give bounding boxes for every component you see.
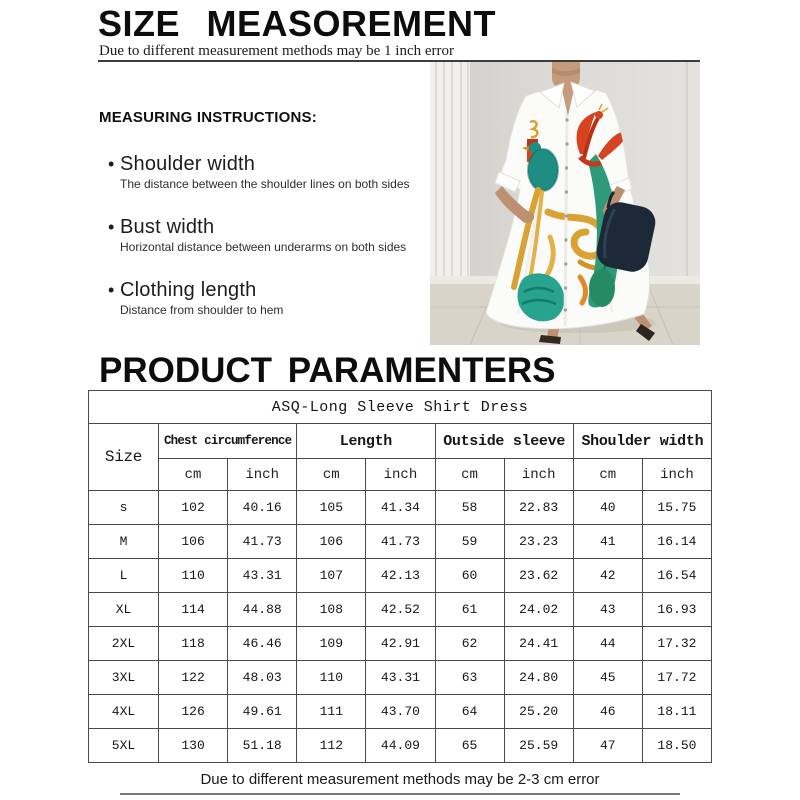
value-cell: 110 — [159, 559, 228, 593]
value-cell: 40.16 — [228, 491, 297, 525]
model-photo-illustration — [430, 62, 700, 345]
value-cell: 108 — [297, 593, 366, 627]
size-cell: 5XL — [89, 729, 159, 763]
value-cell: 41.34 — [366, 491, 435, 525]
value-cell: 62 — [435, 627, 504, 661]
value-cell: 25.20 — [504, 695, 573, 729]
value-cell: 23.62 — [504, 559, 573, 593]
size-cell: 3XL — [89, 661, 159, 695]
value-cell: 40 — [573, 491, 642, 525]
size-table — [88, 423, 712, 763]
size-cell: 4XL — [89, 695, 159, 729]
value-cell: 102 — [159, 491, 228, 525]
instruction-term — [108, 279, 434, 301]
size-cell: XL — [89, 593, 159, 627]
value-cell: 15.75 — [642, 491, 711, 525]
length-header: Length — [297, 424, 435, 459]
product-parameters-heading: PRODUCT PARAMENTERS — [99, 351, 556, 390]
value-cell: 43.31 — [366, 661, 435, 695]
product-photo — [430, 62, 700, 345]
value-cell: 25.59 — [504, 729, 573, 763]
value-cell: 46.46 — [228, 627, 297, 661]
value-cell: 51.18 — [228, 729, 297, 763]
value-cell: 118 — [159, 627, 228, 661]
button-placket — [565, 110, 567, 326]
table-row — [89, 491, 712, 525]
size-cell: M — [89, 525, 159, 559]
value-cell: 60 — [435, 559, 504, 593]
instruction-item-length — [99, 279, 434, 318]
unit-header-cm: cm — [297, 459, 366, 491]
value-cell: 110 — [297, 661, 366, 695]
value-cell: 45 — [573, 661, 642, 695]
value-cell: 41.73 — [228, 525, 297, 559]
value-cell: 24.80 — [504, 661, 573, 695]
instructions-heading: MEASURING INSTRUCTIONS: — [99, 109, 317, 126]
table-row — [89, 559, 712, 593]
value-cell: 22.83 — [504, 491, 573, 525]
unit-header-cm: cm — [573, 459, 642, 491]
unit-header-inch: inch — [504, 459, 573, 491]
value-cell: 43.70 — [366, 695, 435, 729]
value-cell: 43 — [573, 593, 642, 627]
unit-header-cm: cm — [435, 459, 504, 491]
value-cell: 16.54 — [642, 559, 711, 593]
shoulder-width-header: Shoulder width — [573, 424, 711, 459]
tolerance-note-cm: Due to different measurement methods may be 2-3 cm error — [200, 771, 600, 788]
page-title: SIZE MEASOREMENT — [98, 3, 497, 44]
value-cell: 42 — [573, 559, 642, 593]
curtain — [430, 62, 470, 276]
instruction-item-shoulder — [99, 153, 434, 192]
size-table-body — [89, 491, 712, 763]
instruction-term-label: Shoulder width — [120, 153, 256, 175]
table-row — [89, 525, 712, 559]
instruction-desc: Horizontal distance between underarms on both sides — [120, 240, 407, 254]
value-cell: 17.32 — [642, 627, 711, 661]
instruction-term — [108, 153, 434, 175]
value-cell: 130 — [159, 729, 228, 763]
value-cell: 106 — [297, 525, 366, 559]
table-units-row — [89, 459, 712, 491]
bullet-icon: • — [108, 280, 115, 300]
bullet-icon: • — [108, 154, 115, 174]
table-row — [89, 627, 712, 661]
value-cell: 49.61 — [228, 695, 297, 729]
instruction-desc: Distance from shoulder to hem — [120, 303, 284, 317]
value-cell: 41 — [573, 525, 642, 559]
value-cell: 107 — [297, 559, 366, 593]
table-row — [89, 661, 712, 695]
value-cell: 58 — [435, 491, 504, 525]
table-title: ASQ-Long Sleeve Shirt Dress — [88, 390, 712, 423]
value-cell: 112 — [297, 729, 366, 763]
table-row — [89, 695, 712, 729]
unit-header-cm: cm — [159, 459, 228, 491]
value-cell: 114 — [159, 593, 228, 627]
value-cell: 44 — [573, 627, 642, 661]
size-cell: 2XL — [89, 627, 159, 661]
value-cell: 63 — [435, 661, 504, 695]
bottom-divider-line — [120, 793, 680, 795]
value-cell: 18.50 — [642, 729, 711, 763]
instruction-term — [108, 216, 434, 238]
left-hand — [520, 211, 534, 223]
value-cell: 105 — [297, 491, 366, 525]
value-cell: 61 — [435, 593, 504, 627]
instruction-term-label: Bust width — [120, 216, 215, 238]
value-cell: 64 — [435, 695, 504, 729]
value-cell: 41.73 — [366, 525, 435, 559]
value-cell: 17.72 — [642, 661, 711, 695]
size-cell: L — [89, 559, 159, 593]
size-cell: s — [89, 491, 159, 525]
value-cell: 23.23 — [504, 525, 573, 559]
value-cell: 44.09 — [366, 729, 435, 763]
value-cell: 24.41 — [504, 627, 573, 661]
value-cell: 16.93 — [642, 593, 711, 627]
value-cell: 16.14 — [642, 525, 711, 559]
table-row — [89, 593, 712, 627]
value-cell: 65 — [435, 729, 504, 763]
value-cell: 18.11 — [642, 695, 711, 729]
unit-header-inch: inch — [228, 459, 297, 491]
value-cell: 59 — [435, 525, 504, 559]
value-cell: 46 — [573, 695, 642, 729]
value-cell: 109 — [297, 627, 366, 661]
unit-header-inch: inch — [366, 459, 435, 491]
instruction-item-bust — [99, 216, 434, 255]
unit-header-inch: inch — [642, 459, 711, 491]
value-cell: 48.03 — [228, 661, 297, 695]
size-column-header: Size — [89, 424, 159, 491]
instruction-term-label: Clothing length — [120, 279, 257, 301]
value-cell: 42.13 — [366, 559, 435, 593]
value-cell: 43.31 — [228, 559, 297, 593]
chest-circumference-header: Chest circumference — [159, 424, 297, 459]
value-cell: 42.52 — [366, 593, 435, 627]
instruction-desc: The distance between the shoulder lines on both sides — [120, 177, 410, 191]
outside-sleeve-header: Outside sleeve — [435, 424, 573, 459]
value-cell: 44.88 — [228, 593, 297, 627]
bullet-icon: • — [108, 217, 115, 237]
value-cell: 111 — [297, 695, 366, 729]
value-cell: 42.91 — [366, 627, 435, 661]
tolerance-note-inch: Due to different measurement methods may be 1 inch error — [99, 43, 455, 59]
value-cell: 122 — [159, 661, 228, 695]
value-cell: 24.02 — [504, 593, 573, 627]
table-group-header-row — [89, 424, 712, 459]
table-row — [89, 729, 712, 763]
value-cell: 47 — [573, 729, 642, 763]
value-cell: 106 — [159, 525, 228, 559]
value-cell: 126 — [159, 695, 228, 729]
measuring-instructions — [99, 109, 434, 342]
